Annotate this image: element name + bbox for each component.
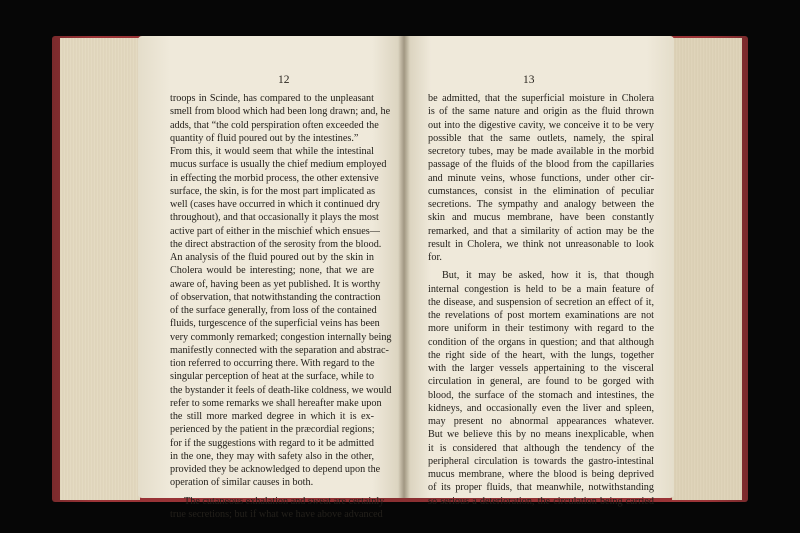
text-line: tion referred to occurring there. With regard to the [170,358,375,369]
text-line: provided they be acknowledged to depend upon the [170,464,381,475]
text-line: But we believe this by no means inexplicable, when [428,429,654,441]
text-line: skin and mucus membrane, have been constantly [428,212,654,224]
text-line: the direct abstraction of the serosity from the blood. [170,238,382,250]
text-line: of the surface generally, from loss of the contained [170,305,377,316]
text-line: be admitted, that the superficial moisture in Cholera [428,93,654,104]
text-line: true secretions; but if what we have above advanced [170,508,383,520]
text-line: troops in Scinde, has compared to the unpleasant [170,93,374,104]
text-line: smell from blood which had been long drawn; and, he [170,106,391,118]
text-line: active part of either in the mischief which ensues— [170,225,380,237]
text-line: An analysis of the fluid poured out by the skin in [170,252,374,263]
text-line: singular perception of heat at the surface, while to [170,371,374,383]
text-line: for if the suggestions with regard to it be admitted [170,437,374,449]
text-line: But, it may be asked, how it is, that though [442,270,654,282]
left-page [138,36,404,520]
right-page-edges [672,38,742,500]
right-page [404,36,674,507]
text-line: more uniform in their testimony with regard to the [428,323,654,335]
text-line: with the larger vessels appertaining to the visceral [428,363,654,374]
text-line: From this, it would seem that while the intestinal [170,146,374,157]
text-line: secretory tubes, may be made available in the morbid [428,146,654,157]
text-line: it is considered that although the tendency of the [428,442,654,454]
text-line: kidneys, and occasionally even the liver and spleen, [428,402,654,414]
text-line: the bystander it feels of death-like coldness, we would [170,384,392,396]
text-line: secretions. The sympathy and analogy between the [428,199,654,210]
text-line: the revelations of post mortem examinations are not [428,310,654,321]
text-line: cumstances, consist in the elimination of peculiar [428,185,654,197]
text-line: mucus membrane, where the blood is being deprived [428,469,654,480]
right-page-text [428,92,654,508]
text-line: condition of the organs in question; and that although [428,336,654,348]
text-line: possible that the same outlets, namely, the spiral [428,132,654,144]
text-line: the disease, and suspension of secretion an effect of it, [428,296,654,308]
text-line: aware of, having been as yet published. It is worthy [170,278,381,290]
text-line: very commonly remarked; congestion internally being [170,331,392,343]
text-line: perienced by the patient in the præcordial regions; [170,424,375,436]
text-line: surface, the skin, is for the most part implicated as [170,185,376,197]
text-line: fluids, turgescence of the superficial veins has been [170,318,380,330]
text-line: is of the same nature and origin as the fluid thrown [428,106,654,118]
page-number-left: 12 [278,74,290,86]
text-line: may present no abnormal appearances whatever. [428,416,654,427]
text-line: manifestly connected with the separation and abstrac- [170,344,389,356]
text-line: in the one, they may with safety also in the other, [170,450,374,462]
text-line: refer to some remarks we shall hereafter make upon [170,397,382,409]
text-line: Cholera would be interesting; none, that we are [170,265,374,277]
page-number-right: 13 [523,74,535,86]
text-line: of its proper fluids, that meanwhile, notwithstanding [428,482,654,494]
text-line: well (cases have occurred in which it continued dry [170,199,380,210]
text-line: passage of the fluids of the blood from the capillaries [428,159,654,171]
left-page-edges [60,38,140,500]
text-line: remarked, and that a similarity of action may be the [428,225,654,237]
text-line: of observation, that notwithstanding the contraction [170,291,381,303]
text-line: mucus surface is usually the chief medium employed [170,159,387,171]
text-line: for. [428,252,442,263]
text-line: throughout), and that occasionally it plays the most [170,212,379,224]
text-line: so serious a deterioration, the circulation being carried [428,495,654,507]
text-line: in effecting the morbid process, the other extensive [170,172,379,184]
text-line: internal congestion is held to be a main feature of [428,283,654,295]
text-line: result in Cholera, we think not unreasonable to look [428,238,654,250]
text-line: adds, that “the cold perspiration often exceeded the [170,119,379,131]
text-line: peripheral circulation is towards the gastro-intestinal [428,455,654,467]
text-line: operation of similar causes in both. [170,477,314,489]
text-line: and minute veins, whose functions, under other cir- [428,172,654,184]
book-gutter [398,36,410,498]
text-line: circulation in general, are found to be gorged with [428,376,654,388]
text-line: out into the digestive cavity, we conceive it to be very [428,119,654,131]
text-line: the still more marked degree in which it is ex- [170,411,374,422]
text-line: the right side of the heart, with the lungs, together [428,349,654,361]
text-line: quantity of fluid poured out by the intestines.” [170,132,359,144]
open-book [52,32,748,520]
text-line: blood, the surface of the stomach and intestines, the [428,389,654,401]
text-line: The cutaneous exhalation and sweat are certainly [184,495,385,507]
left-page-text [170,92,392,521]
